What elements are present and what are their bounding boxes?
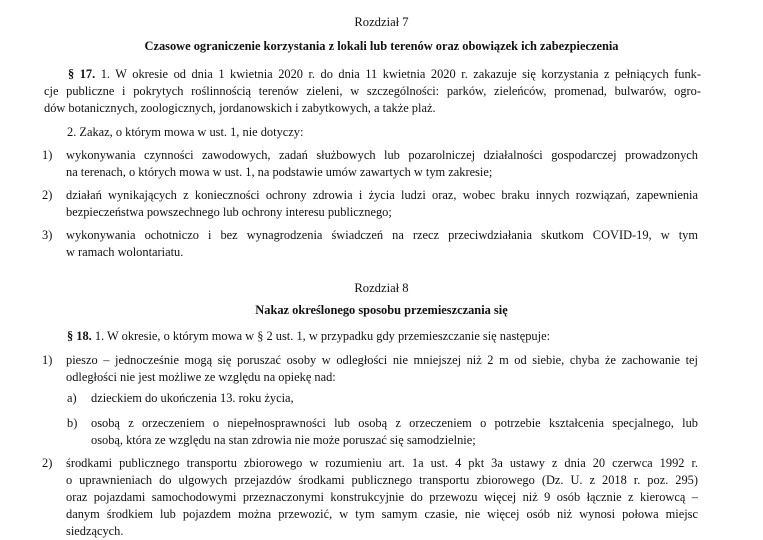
list-item-line: na terenach, o których mowa w ust. 1, na podstawie umów zawartych w tym zakresie; bbox=[66, 165, 493, 179]
chapter-7-title: Czasowe ograniczenie korzystania z lokali lub terenów oraz obowiązek ich zabezpieczenia bbox=[144, 39, 619, 53]
list-item-line: wykonywania czynności zawodowych, zadań służbowych lub pozarolniczej działalności gospodarczej prowadzonych bbox=[66, 148, 698, 162]
list-item bbox=[66, 187, 698, 221]
section-18-label: § 18. bbox=[67, 329, 92, 343]
list-item-line: odległości nie jest możliwe ze względu na opiekę nad: bbox=[66, 370, 336, 384]
section-17-line-3: dów botanicznych, zoologicznych, jordanowskich i zabytkowych, a także plaż. bbox=[44, 101, 436, 115]
list-item bbox=[66, 227, 698, 261]
section-17-paragraph-2: 2. Zakaz, o którym mowa w ust. 1, nie dotyczy: bbox=[67, 125, 304, 139]
list-item-line: działań wynikających z konieczności ochrony zdrowia i życia ludzi oraz, wobec braku innych rozwiązań, zapewnienia bbox=[66, 188, 698, 202]
subitem-letter: b) bbox=[67, 416, 78, 430]
subitem-letter: a) bbox=[67, 391, 77, 405]
list-item-line: w ramach wolontariatu. bbox=[66, 245, 184, 259]
list-item bbox=[66, 352, 698, 386]
list-item-line: siedzących. bbox=[66, 524, 124, 538]
section-17-line-2: cje publiczne i pokrytych roślinnością terenów zieleni, w szczególności: parków, zieleńców, promenad, bulwarów, ogro- bbox=[44, 84, 701, 98]
chapter-8-title: Nakaz określonego sposobu przemieszczania się bbox=[255, 303, 508, 317]
item-number: 1) bbox=[42, 148, 53, 162]
item-number: 2) bbox=[42, 456, 53, 470]
chapter-7-number: Rozdział 7 bbox=[354, 15, 409, 29]
item-number: 1) bbox=[42, 353, 53, 367]
subitem-line: osobą z orzeczeniem o niepełnosprawności lub osobą z orzeczeniem o potrzebie kształcenia specjalnego, lub bbox=[91, 416, 698, 430]
section-17-label: § 17. bbox=[68, 67, 96, 81]
subitem bbox=[91, 415, 698, 449]
list-item-line: pieszo – jednocześnie mogą się poruszać osoby w odległości nie mniejszej niż 2 m od siebie, chyba że zachowanie tej bbox=[66, 353, 698, 367]
item-number: 2) bbox=[42, 188, 53, 202]
list-item-line: o uprawnieniach do ulgowych przejazdów środkami publicznego transportu zbiorowego (Dz. U. z 2018 r. poz. 295) bbox=[66, 473, 698, 487]
list-item-line: wykonywania ochotniczo i bez wynagrodzenia świadczeń na rzecz przeciwdziałania skutkom COVID-19, w tym bbox=[66, 228, 698, 242]
section-17-line-1: 1. W okresie od dnia 1 kwietnia 2020 r. do dnia 11 kwietnia 2020 r. zakazuje się korzystania z pełniących funk- bbox=[100, 67, 702, 81]
section-17-paragraph-1 bbox=[44, 66, 701, 117]
subitem-line: osobą, która ze względu na stan zdrowia nie może poruszać się samodzielnie; bbox=[91, 433, 476, 447]
item-number: 3) bbox=[42, 228, 53, 242]
list-item bbox=[66, 455, 698, 540]
chapter-8-number: Rozdział 8 bbox=[354, 281, 409, 295]
list-item-line: środkami publicznego transportu zbiorowego w rozumieniu art. 1a ust. 4 pkt 3a ustawy z dnia 20 czerwca 1992 r. bbox=[66, 456, 698, 470]
list-item bbox=[66, 147, 698, 181]
list-item-line: danym środkiem lub pojazdem można przewozić, w tym samym czasie, nie więcej osób niż wynosi połowa miejsc bbox=[66, 507, 698, 521]
section-18-text: 1. W okresie, o którym mowa w § 2 ust. 1, w przypadku gdy przemieszczanie się następuje: bbox=[94, 329, 551, 343]
subitem: dzieckiem do ukończenia 13. roku życia, bbox=[91, 391, 294, 405]
list-item-line: oraz pojazdami samochodowymi przeznaczonymi konstrukcyjnie do przewozu więcej niż 9 osób łącznie z kierowcą – bbox=[66, 490, 698, 504]
list-item-line: bezpieczeństwa powszechnego lub ochrony interesu publicznego; bbox=[66, 205, 392, 219]
section-18-paragraph-1 bbox=[67, 328, 697, 345]
